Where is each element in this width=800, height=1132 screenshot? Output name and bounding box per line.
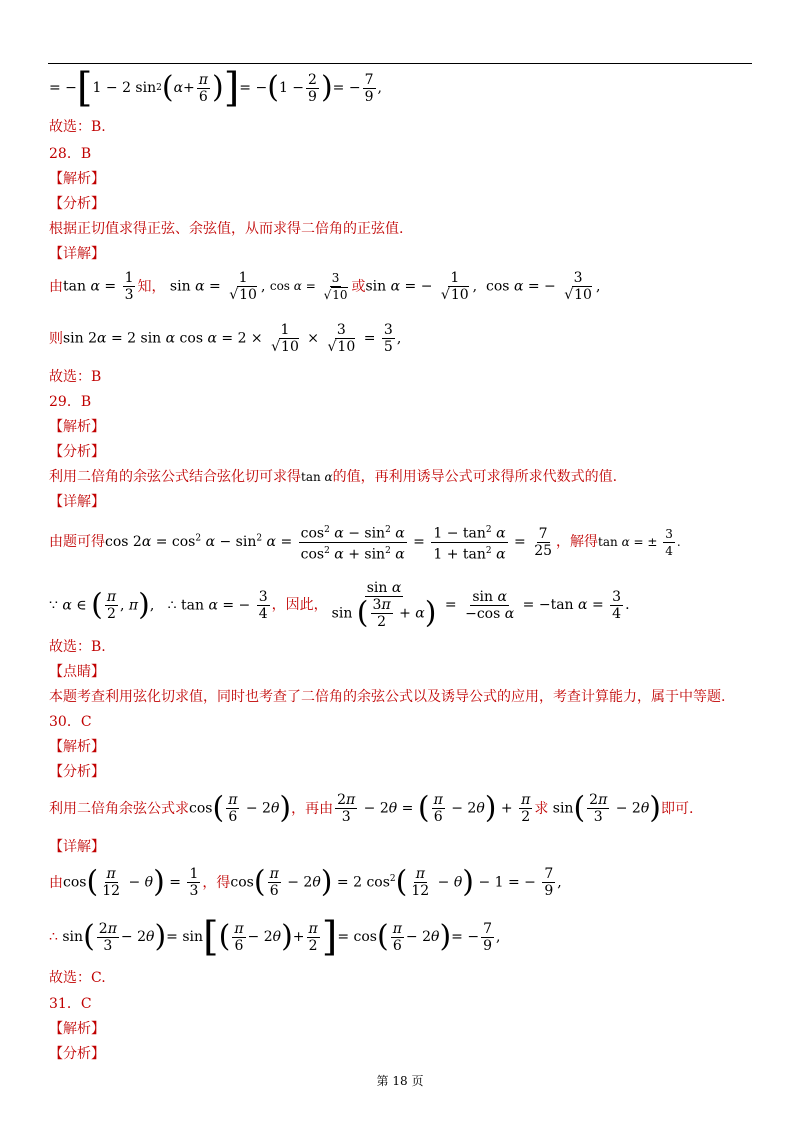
q29-comment: 本题考查利用弦化切求值，同时也考查了二倍角的余弦公式以及诱导公式的应用，考查计算能力，属于中等题. bbox=[49, 689, 726, 705]
q29-dianjing: 【点睛】 bbox=[49, 664, 105, 680]
q30-xiangjie: 【详解】 bbox=[49, 839, 105, 855]
q28-analysis: 根据正切值求得正弦、余弦值，从而求得二倍角的正弦值. bbox=[49, 221, 404, 237]
q30-analysis-b: ，再由 bbox=[291, 800, 334, 817]
q28-conclusion: 故选：B bbox=[49, 369, 102, 385]
q30-header: 30．C bbox=[49, 714, 92, 730]
q27-formula-line bbox=[49, 65, 382, 111]
q28-fenxi: 【分析】 bbox=[49, 196, 105, 212]
header-rule bbox=[48, 63, 752, 64]
q30-analysis-d: 即可. bbox=[661, 800, 694, 817]
q29-line1-prefix: 由题可得 bbox=[49, 534, 105, 551]
q29-detail-line1: 由题可得 $\cos 2\alpha = \cos^2 \alpha - \sin^2 \alpha$ = $\frac{\cos^2 \alpha - \sin^2 \alpha}{\cos^2 \alpha + \sin^2 \alpha}$ = $\frac{1 - \tan^2 \alpha}{1 + \tan^2 \alpha}$ = $\frac{7}{25}$ ，解得 tan α = ± $\frac{3}{4}$ . bbox=[49, 522, 681, 562]
q30-analysis-c: 求 bbox=[534, 800, 549, 817]
q30-jiexi: 【解析】 bbox=[49, 739, 105, 755]
q30-line1-prefix: 由 bbox=[49, 874, 63, 891]
q29-line1-mid: ，解得 bbox=[556, 534, 599, 551]
q29-xiangjie: 【详解】 bbox=[49, 494, 105, 510]
q30-fenxi: 【分析】 bbox=[49, 764, 105, 780]
q30-line1-mid: ，得 bbox=[202, 874, 231, 891]
q28-line1-prefix: 由 bbox=[49, 278, 63, 295]
q29-analysis-a: 利用二倍角的余弦公式结合弦化切可求得 bbox=[49, 469, 301, 485]
q31-fenxi: 【分析】 bbox=[49, 1046, 105, 1062]
q29-analysis-b: 的值，再利用诱导公式可求得所求代数式的值. bbox=[332, 469, 618, 485]
q28-line1-mid: 知， bbox=[137, 278, 166, 295]
q28-jiexi: 【解析】 bbox=[49, 171, 105, 187]
q28-header: 28．B bbox=[49, 146, 92, 162]
q30-analysis: 利用二倍角余弦公式求 cos( $\frac{\pi}{6}$ − 2θ) ，再由 $\frac{2\pi}{3}$ − 2θ = ( $\frac{\pi}{6}$ − 2θ) + $\frac{\pi}{2}$ 求 sin( $\frac{2\pi}{3}$ − 2θ) 即可. bbox=[49, 790, 694, 826]
q31-header: 31．C bbox=[49, 996, 92, 1012]
q30-detail-line2: ∴ sin ( 2π 3 − 2 θ ) = sin [ ( π 6 − 2 θ ) + π 2 ] = cos ( π 6 − 2 θ ) = − 7 9 , bbox=[49, 914, 501, 960]
q29-detail-line2: ∵ α ∈ ( $\frac{\pi}{2}$ , π), ∴ tan α = − $\frac{3}{4}$ ，因此， sin α sin ( $\frac{3\pi}{2}$ + α) = $\frac{\text{sin α}}{\text{−cos α}}$ = −tan α = $\frac{3}{4}$ . bbox=[49, 580, 630, 631]
q28-xiangjie: 【详解】 bbox=[49, 246, 105, 262]
q28-detail-line1: 由 tan α = $\frac{1}{3}$ 知， sin α = $\frac{1}{√10}$ , cos α = $\frac{3}{√10}$ 或 sin α = − $\frac{1}{√10}$ , cos α = − $\frac{3}{√10}$ , bbox=[49, 270, 601, 303]
page-number: 第 18 页 bbox=[376, 1074, 424, 1088]
q27-formula: = − [ 1 − 2 sin 2 ( α + π 6 ) ] = − ( 1 − 2 9 ) = − 7 9 , bbox=[49, 65, 382, 111]
q29-line2-mid: ，因此， bbox=[271, 597, 328, 613]
q29-conclusion: 故选：B. bbox=[49, 639, 106, 655]
q30-detail-line1: 由 cos( $\frac{\pi}{12}$ − θ) = $\frac{1}{3}$ ，得 cos( $\frac{\pi}{6}$ − 2θ) = 2 $\cos^2$( $\frac{\pi}{12}$ − θ) − 1 = − $\frac{7}{9}$ , bbox=[49, 864, 562, 900]
q29-header: 29．B bbox=[49, 394, 92, 410]
q28-detail-line2: 则 sin 2α = 2 sin α cos α = 2 × $\frac{1}{√10}$ × $\frac{3}{√10}$ = $\frac{3}{5}$ , bbox=[49, 322, 402, 355]
q27-conclusion: 故选：B. bbox=[49, 119, 106, 135]
q30-conclusion: 故选：C. bbox=[49, 970, 106, 986]
q29-jiexi: 【解析】 bbox=[49, 419, 105, 435]
q28-line1-or: 或 bbox=[351, 278, 366, 295]
q29-fenxi: 【分析】 bbox=[49, 444, 105, 460]
q29-analysis: 利用二倍角的余弦公式结合弦化切可求得tan α的值，再利用诱导公式可求得所求代数式的值. bbox=[49, 469, 618, 485]
q30-analysis-a: 利用二倍角余弦公式求 bbox=[49, 800, 189, 817]
q28-line2-prefix: 则 bbox=[49, 330, 63, 347]
q31-jiexi: 【解析】 bbox=[49, 1021, 105, 1037]
